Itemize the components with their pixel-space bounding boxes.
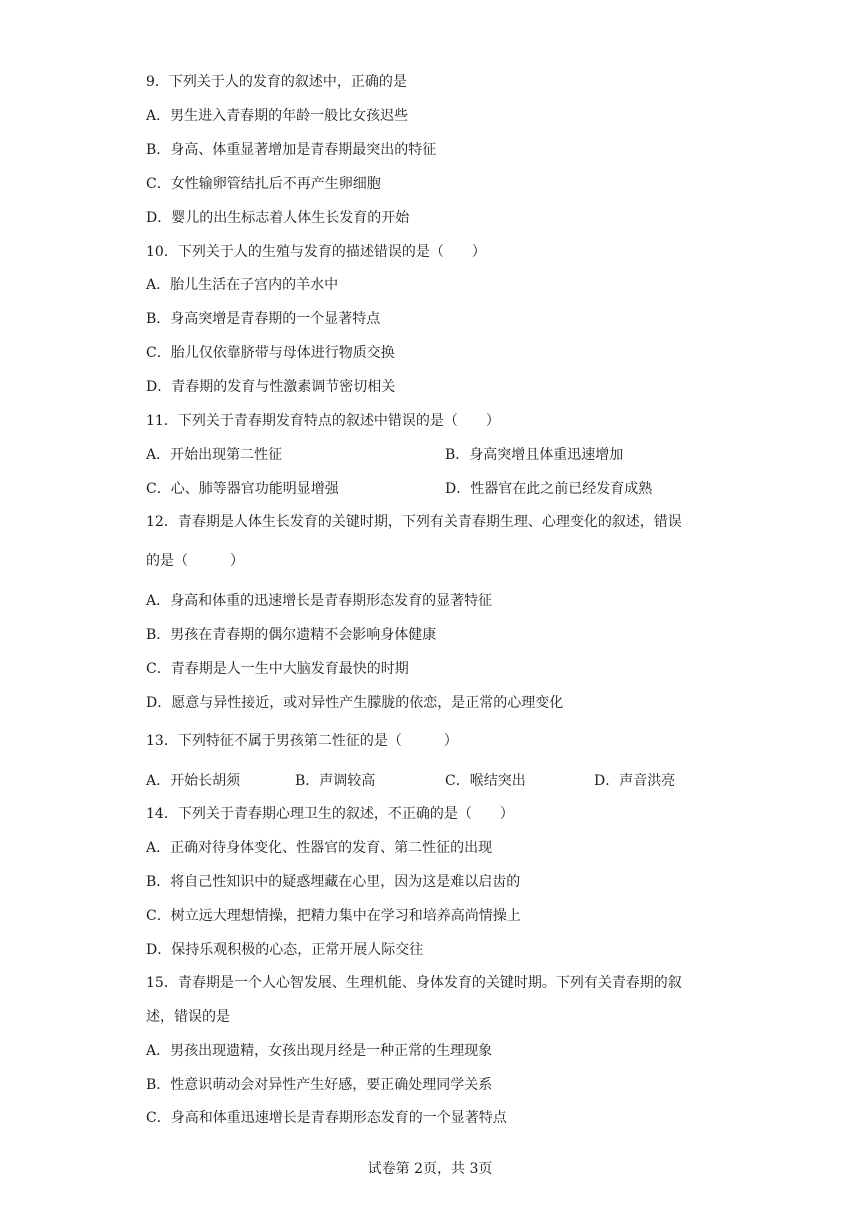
question-9-option-b: B．身高、体重显著增加是青春期最突出的特征 <box>146 142 437 158</box>
question-15-stem-line-2: 述，错误的是 <box>146 1009 230 1025</box>
question-9-option-d: D．婴儿的出生标志着人体生长发育的开始 <box>146 210 410 226</box>
question-12-stem-line-1: 12．青春期是人体生长发育的关键时期，下列有关青春期生理、心理变化的叙述，错误 <box>146 514 682 530</box>
question-13-stem: 13．下列特征不属于男孩第二性征的是（ ） <box>146 733 458 749</box>
page-footer: 试卷第 2页，共 3页 <box>367 1161 493 1177</box>
question-10-option-d: D．青春期的发育与性激素调节密切相关 <box>146 379 396 395</box>
question-10-stem: 10．下列关于人的生殖与发育的描述错误的是（ ） <box>146 244 486 260</box>
question-11-option-d: D．性器官在此之前已经发育成熟 <box>445 481 653 497</box>
question-9-stem: 9．下列关于人的发育的叙述中，正确的是 <box>146 74 407 90</box>
question-13-option-d: D．声音洪亮 <box>594 773 676 789</box>
question-14-option-d: D．保持乐观积极的心态，正常开展人际交往 <box>146 942 424 958</box>
question-10-option-c: C．胎儿仅依靠脐带与母体进行物质交换 <box>146 345 395 361</box>
question-15-option-c: C．身高和体重迅速增长是青春期形态发育的一个显著特点 <box>146 1110 507 1126</box>
question-14-option-b: B．将自己性知识中的疑惑埋藏在心里，因为这是难以启齿的 <box>146 874 521 890</box>
question-14-option-c: C．树立远大理想情操，把精力集中在学习和培养高尚情操上 <box>146 908 521 924</box>
question-13-option-c: C．喉结突出 <box>445 773 526 789</box>
question-15-option-a: A．男孩出现遗精，女孩出现月经是一种正常的生理现象 <box>146 1043 493 1059</box>
question-9-option-a: A．男生进入青春期的年龄一般比女孩迟些 <box>146 108 409 124</box>
question-14-stem: 14．下列关于青春期心理卫生的叙述，不正确的是（ ） <box>146 806 514 822</box>
question-11-stem: 11．下列关于青春期发育特点的叙述中错误的是（ ） <box>146 413 500 429</box>
question-13-option-a: A．开始长胡须 <box>146 773 241 789</box>
question-14-option-a: A．正确对待身体变化、性器官的发育、第二性征的出现 <box>146 840 493 856</box>
question-9-option-c: C．女性输卵管结扎后不再产生卵细胞 <box>146 176 381 192</box>
question-15-option-b: B．性意识萌动会对异性产生好感，要正确处理同学关系 <box>146 1077 493 1093</box>
question-12-option-d: D．愿意与异性接近，或对异性产生朦胧的依恋，是正常的心理变化 <box>146 695 564 711</box>
question-11-option-c: C．心、肺等器官功能明显增强 <box>146 481 339 497</box>
question-10-option-b: B．身高突增是青春期的一个显著特点 <box>146 311 381 327</box>
question-11-option-a: A．开始出现第二性征 <box>146 447 283 463</box>
question-11-option-b: B．身高突增且体重迅速增加 <box>445 447 624 463</box>
question-15-stem-line-1: 15．青春期是一个人心智发展、生理机能、身体发育的关键时期。下列有关青春期的叙 <box>146 975 682 991</box>
question-10-option-a: A．胎儿生活在子宫内的羊水中 <box>146 277 339 293</box>
question-12-stem-line-2: 的是（ ） <box>146 553 244 569</box>
question-12-option-a: A．身高和体重的迅速增长是青春期形态发育的显著特征 <box>146 593 493 609</box>
question-12-option-b: B．男孩在青春期的偶尔遗精不会影响身体健康 <box>146 627 437 643</box>
question-12-option-c: C．青春期是人一生中大脑发育最快的时期 <box>146 661 409 677</box>
question-13-option-b: B．声调较高 <box>295 773 376 789</box>
